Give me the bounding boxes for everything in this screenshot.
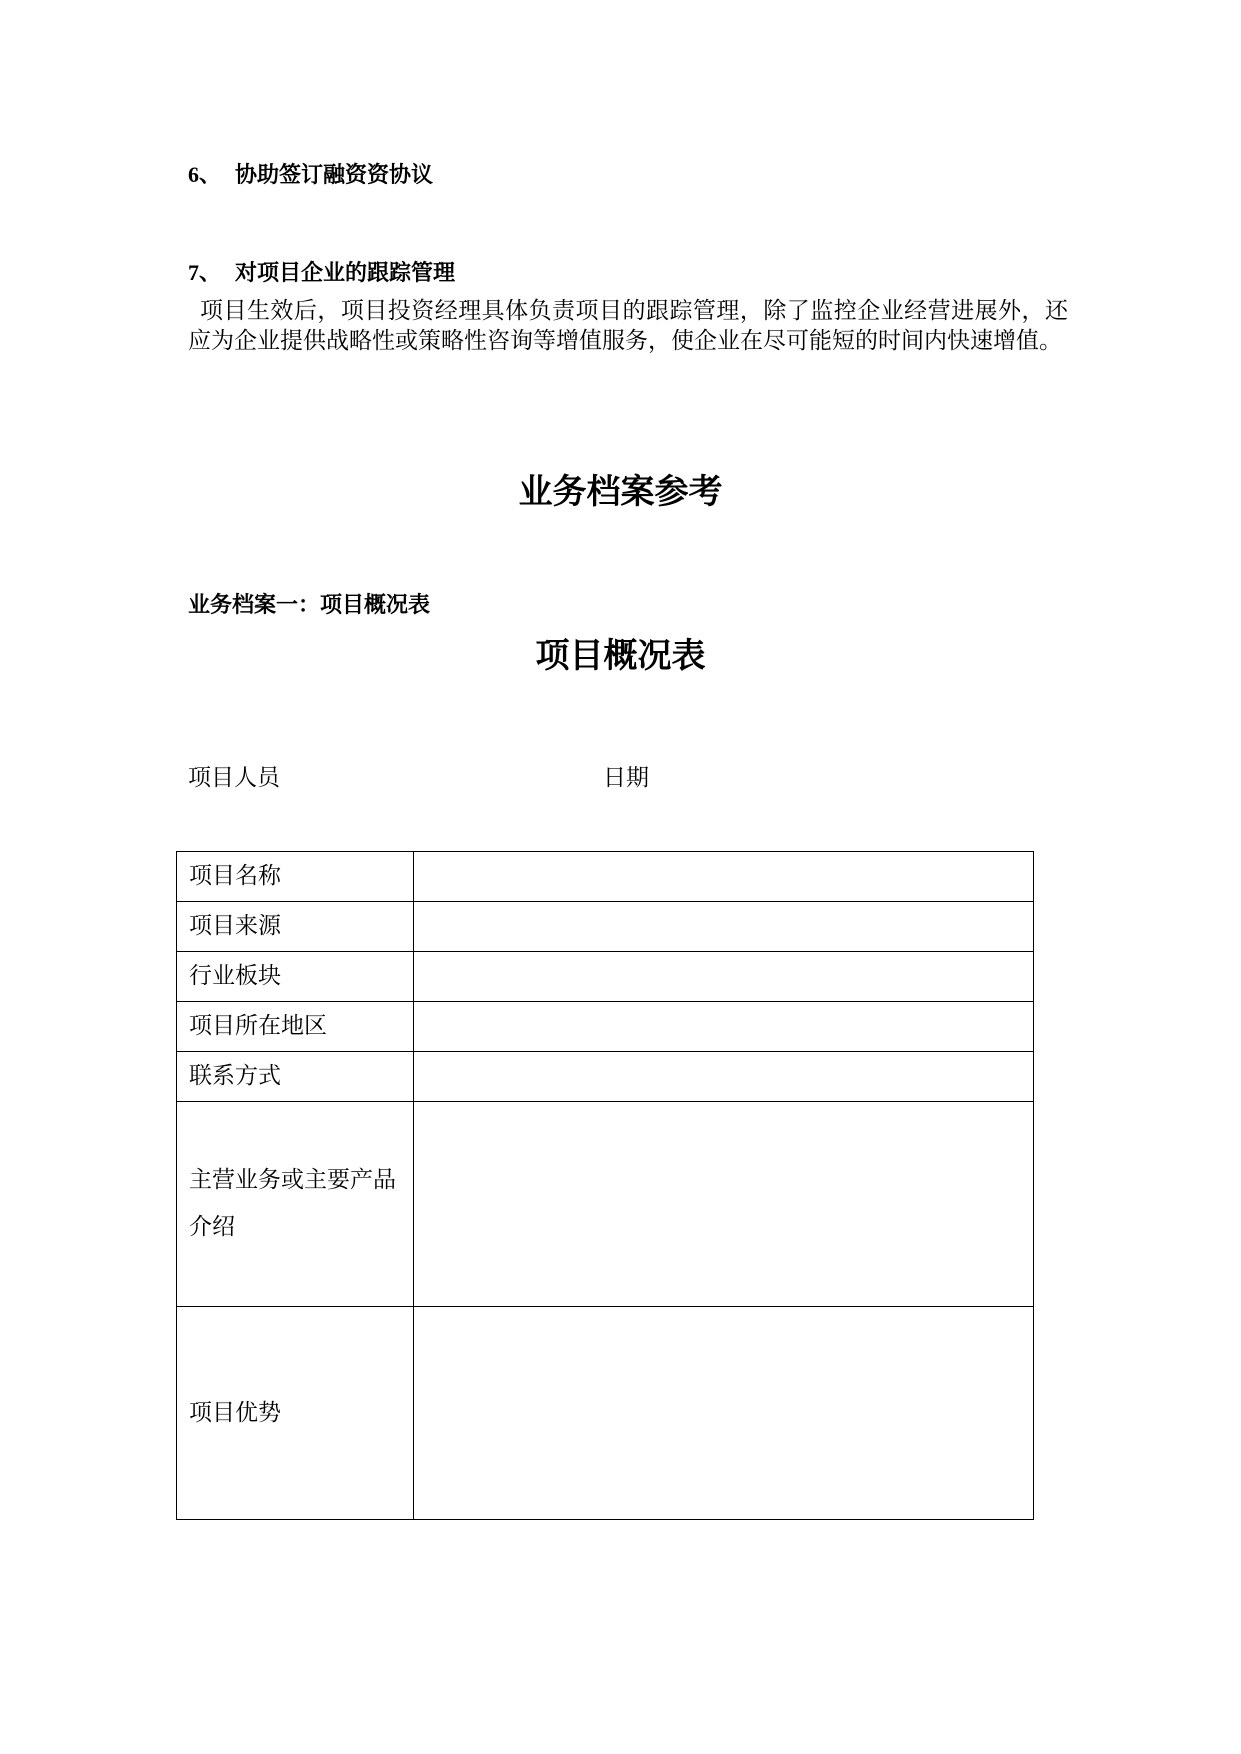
table-row	[177, 852, 1034, 902]
step6-title: 协助签订融资资协议	[235, 162, 434, 188]
row-label-project-source: 项目来源	[177, 902, 414, 952]
table-row	[177, 1307, 1034, 1520]
step6-number: 6、	[188, 162, 222, 187]
step7-paragraph: 项目生效后，项目投资经理具体负责项目的跟踪管理，除了监控企业经营进展外，还应为企业提供战略性或策略性咨询等增值服务，使企业在尽可能短的时间内快速增值。	[188, 298, 1068, 354]
row-label-project-name: 项目名称	[177, 852, 414, 902]
date-label: 日期	[603, 765, 649, 791]
row-label-contact: 联系方式	[177, 1052, 414, 1102]
row-value-contact[interactable]	[414, 1052, 1034, 1102]
archive-subtitle: 业务档案一：项目概况表	[188, 592, 431, 618]
step7-heading	[188, 258, 455, 288]
personnel-label: 项目人员	[188, 765, 280, 791]
table-row	[177, 952, 1034, 1002]
row-label-project-advantages: 项目优势	[177, 1307, 414, 1520]
archive-main-title: 业务档案参考	[518, 472, 723, 512]
row-value-main-business[interactable]	[414, 1102, 1034, 1307]
row-label-project-region: 项目所在地区	[177, 1002, 414, 1052]
row-label-industry-sector: 行业板块	[177, 952, 414, 1002]
row-value-project-source[interactable]	[414, 902, 1034, 952]
form-title: 项目概况表	[535, 636, 706, 676]
row-value-project-advantages[interactable]	[414, 1307, 1034, 1520]
table-row	[177, 902, 1034, 952]
project-overview-table	[176, 851, 1034, 1520]
row-value-project-name[interactable]	[414, 852, 1034, 902]
row-value-project-region[interactable]	[414, 1002, 1034, 1052]
table-row	[177, 1052, 1034, 1102]
row-label-main-business: 主营业务或主要产品介绍	[177, 1102, 414, 1307]
row-value-industry-sector[interactable]	[414, 952, 1034, 1002]
table-row	[177, 1002, 1034, 1052]
step7-number: 7、	[188, 260, 222, 285]
step6-heading	[188, 160, 433, 190]
step7-title: 对项目企业的跟踪管理	[235, 260, 456, 286]
table-row	[177, 1102, 1034, 1307]
